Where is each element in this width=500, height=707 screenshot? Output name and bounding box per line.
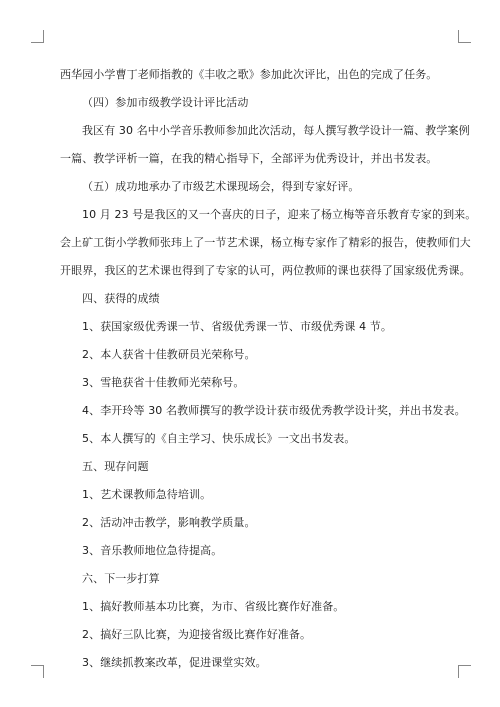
list-item: 1、搞好教师基本功比赛，为市、省级比赛作好准备。 [82, 600, 345, 613]
crop-mark-bottom-right [458, 665, 471, 678]
list-item: 2、本人获省十佳教研员光荣称号。 [82, 348, 256, 361]
section-heading: （四）参加市级教学设计评比活动 [82, 96, 249, 109]
paragraph-line: 我区有 30 名中小学音乐教师参加此次活动，每人撰写教学设计一篇、教学案例 [82, 124, 470, 137]
list-item: 2、活动冲击教学，影响教学质量。 [82, 516, 256, 529]
list-item: 3、雪艳获省十佳教师光荣称号。 [82, 376, 245, 389]
crop-mark-top-left [31, 30, 44, 43]
crop-mark-top-right [458, 30, 471, 43]
paragraph-line: 会上矿工街小学教师张玮上了一节艺术课，杨立梅专家作了精彩的报告，使教师们大 [60, 236, 471, 249]
paragraph-line: 西华园小学曹丁老师指教的《丰收之歌》参加此次评比，出色的完成了任务。 [60, 68, 438, 81]
paragraph-line: 一篇、教学评析一篇，在我的精心指导下，全部评为优秀设计，并出书发表。 [60, 152, 438, 165]
paragraph-line: 开眼界，我区的艺术课也得到了专家的认可，两位教师的课也获得了国家级优秀课。 [60, 264, 471, 277]
paragraph-line: 10 月 23 号是我区的又一个喜庆的日子，迎来了杨立梅等音乐教育专家的到来。 [82, 208, 477, 221]
list-item: 1、获国家级优秀课一节、省级优秀课一节、市级优秀课 4 节。 [82, 320, 392, 333]
section-heading: （五）成功地承办了市级艺术课现场会，得到专家好评。 [82, 180, 360, 193]
list-item: 4、李开玲等 30 名教师撰写的教学设计获市级优秀教学设计奖，并出书发表。 [82, 404, 466, 417]
list-item: 2、搞好三队比赛，为迎接省级比赛作好准备。 [82, 628, 312, 641]
crop-mark-bottom-left [31, 665, 44, 678]
list-item: 5、本人撰写的《自主学习、快乐成长》一文出书发表。 [82, 432, 356, 445]
section-heading: 五、现存问题 [82, 460, 149, 473]
list-item: 1、艺术课教师急待培训。 [82, 488, 212, 501]
section-heading: 六、下一步打算 [82, 572, 160, 585]
section-heading: 四、获得的成绩 [82, 292, 160, 305]
list-item: 3、音乐教师地位急待提高。 [82, 544, 223, 557]
list-item: 3、继续抓教案改革，促进课堂实效。 [82, 656, 267, 669]
